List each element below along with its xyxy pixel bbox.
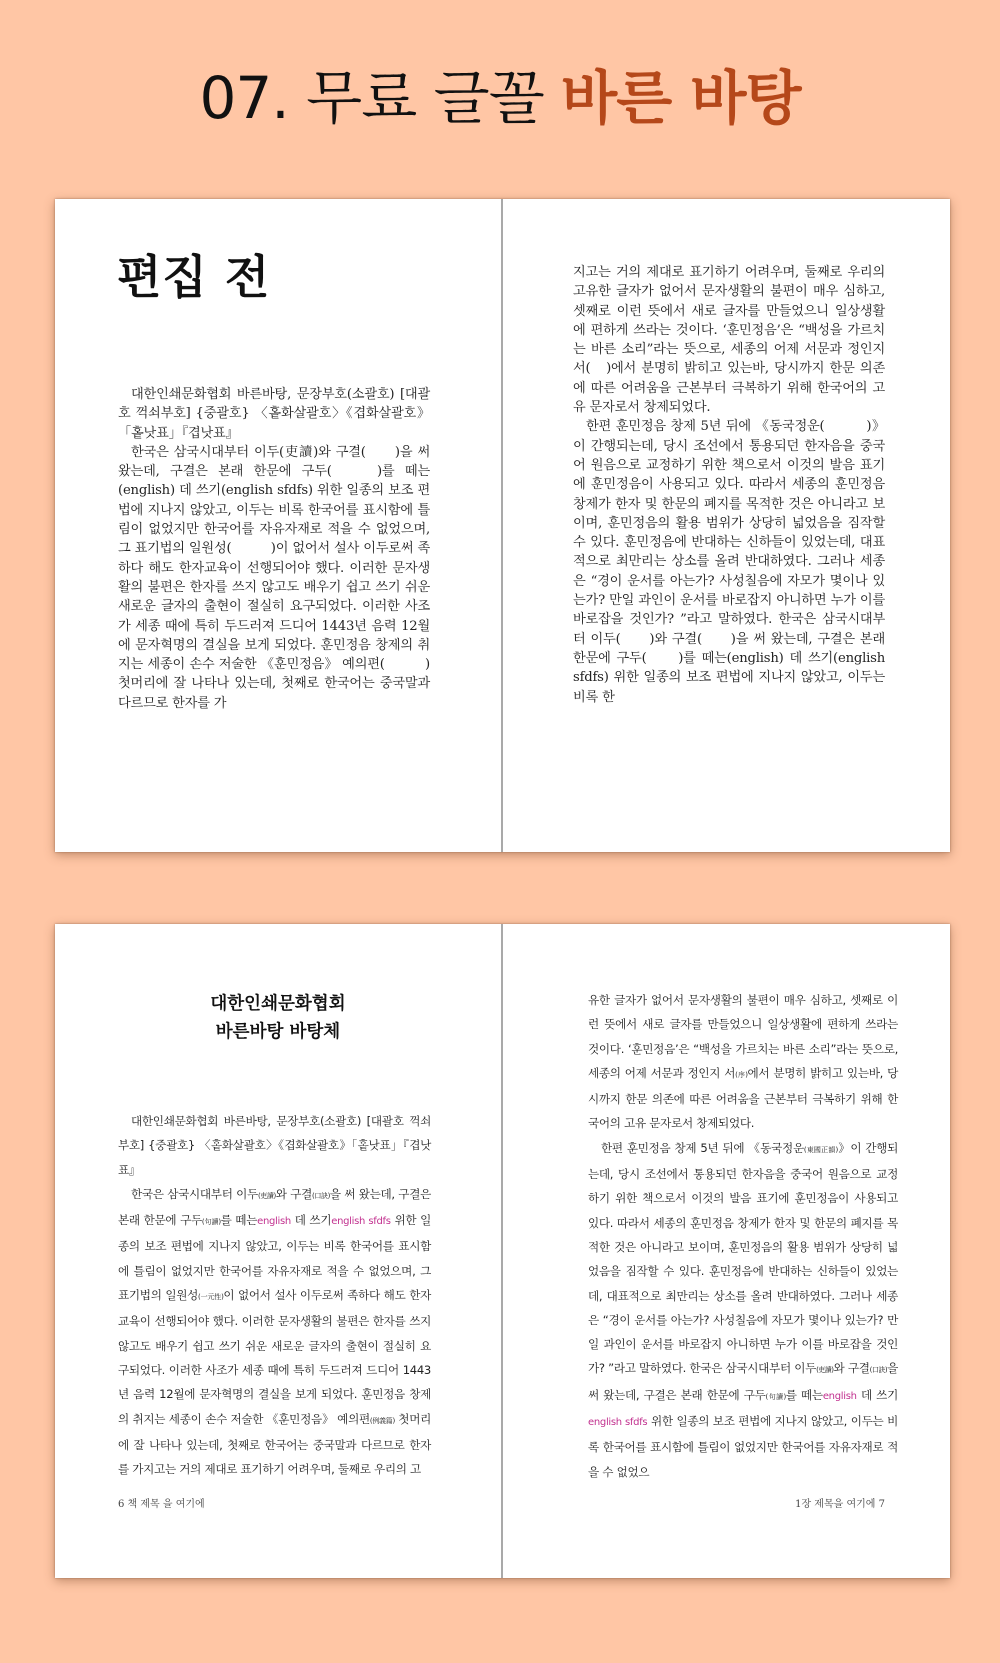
page-headline: [0, 58, 1000, 138]
text-run: 를 떼는: [220, 1213, 258, 1228]
text-run: 을 써 왔는데, 구결은 본래 한문에 구두: [588, 1361, 899, 1402]
hanja-annotation: (吏讀): [816, 1366, 834, 1375]
text-run: 와 구결: [833, 1361, 870, 1376]
headline-prefix: 07. 무료 글꼴: [199, 64, 562, 132]
text-run: 위한 일종의 보조 편법에 지나지 않았고, 이두는 비록 한국어를 표시함에 틀림이 없었지만 한국어를 자유자재로 적을 수 없었으: [588, 1414, 898, 1479]
text-run: 데 쓰기: [290, 1213, 332, 1228]
english-highlight: english: [257, 1216, 291, 1228]
text-run: 》이 간행되는데, 당시 조선에서 통용되던 한자음을 중국어 원음으로 교정하기 위한 책으로서 이것의 발음 표기에 훈민정음이 사용되고 있다. 따라서 세종의 훈민정음 창제가 한자 및 한문의 폐지를 목적한 것은 아니라고 보이며, 훈민정음의 활용 범위가 상당히 넓었음을 짐작할 수 있다. 훈민정음에 반대하는 신하들이 있었는데, 대표적으로 최만리는 상소를 올려 반대하였다. 그러나 세종은 “경이 운서를 아는가? 사성칠음에 자모가 몇이나 있는가? 만일 과인이 운서를 바로잡지 아니하면 누가 이를 바로잡을 것인가? ”라고 말하였다. 한국은 삼국시대부터 이두: [588, 1140, 898, 1376]
hanja-annotation: (一元性): [198, 1293, 224, 1302]
text-run: 첫머리에 잘 나타나 있는데, 첫째로 한국어는 중국말과 다르므로 한자를 가지고는 거의 제대로 표기하기 어려우며, 둘째로 우리의 고: [118, 1411, 431, 1477]
title-line-1: 대한인쇄문화협회: [210, 994, 346, 1014]
english-highlight: english: [822, 1390, 857, 1402]
hanja-annotation: (口訣): [312, 1191, 330, 1200]
before-left-body: [118, 385, 430, 713]
text-run: 이 없어서 설사 이두로써 족하다 해도 한자교육이 선행되어야 했다. 이러한 문자생활의 불편은 한자를 쓰지 않고도 배우기 쉽고 쓰기 쉬운 새로운 글자의 출현이 절실히 요구되었다. 이러한 사조가 세종 때에 특히 두드러져 드디어 1443년 음력 12월에 문자혁명의 결실을 보게 되었다. 훈민정음 창제의 취지는 세종이 손수 저술한 《훈민정음》 예의편: [118, 1288, 432, 1426]
paragraph: [118, 1182, 431, 1482]
paragraph: 대한인쇄문화협회 바른바탕, 문장부호(소괄호) [대괄호 꺽쇠부호] {중괄호} 〈홑화살괄호〉《겹화살괄호》「홑낫표」『겹낫표』: [118, 1114, 431, 1177]
paragraph: [588, 988, 898, 1136]
text-run: 와 구결: [275, 1186, 313, 1201]
folio-left: 6 책 제목 을 여기에: [118, 1499, 205, 1510]
folio-right: 1장 제목을 여기에 7: [795, 1499, 885, 1510]
text-run: 를 떼는: [785, 1387, 823, 1402]
paragraph: 지고는 거의 제대로 표기하기 어려우며, 둘째로 우리의 고유한 글자가 없어서 문자생활의 불편이 매우 심하고, 셋째로 이런 뜻에서 새로 글자를 만들었으니 일상생활에 편하게 쓰라는 것이다. ‘훈민정음’은 “백성을 가르치는 바른 소리”라는 뜻으로, 세종의 어제 서문과 정인지 서( )에서 분명히 밝히고 있는바, 당시까지 한문 의존에 따른 어려움을 근본부터 극복하기 위해 한국어의 고유 문자로서 창제되었다.: [573, 265, 885, 416]
hanja-annotation: (句讀): [765, 1392, 786, 1401]
page-left-after: [55, 924, 501, 1578]
text-run: 한국은 삼국시대부터 이두: [131, 1186, 258, 1201]
hanja-annotation: (序): [735, 1070, 748, 1079]
after-left-body: [118, 1109, 431, 1481]
after-right-body: [588, 988, 898, 1484]
paragraph: 한국은 삼국시대부터 이두(吏讀)와 구결( )을 써 왔는데, 구결은 본래 한문에 구두( )를 떼는(english) 데 쓰기(english sfdfs) 위한 일종의 보조 편법에 지나지 않았고, 이두는 비록 한국어를 표시함에 틀림이 없었지만 한국어를 자유자재로 적을 수 없었으며, 그 표기법의 일원성( )이 없어서 설사 이두로써 족하다 해도 한자교육이 선행되어야 했다. 이러한 문자생활의 불편은 한자를 쓰지 않고도 배우기 쉽고 쓰기 쉬운 새로운 글자의 출현이 절실히 요구되었다. 이러한 사조가 세종 때에 특히 두드러져 드디어 1443년 음력 12월에 문자혁명의 결실을 보게 되었다. 훈민정음 창제의 취지는 세종이 손수 저술한 《훈민정음》 예의편( ) 첫머리에 잘 나타나 있는데, 첫째로 한국어는 중국말과 다르므로 한자를 가: [118, 444, 430, 711]
font-sample-title: [55, 990, 501, 1046]
page-left-before: [55, 199, 501, 852]
paragraph: [588, 1136, 898, 1484]
title-line-2: 바른바탕 바탕체: [215, 1022, 341, 1042]
text-run: 을 써 왔는데, 구결은 본래 한문에 구두: [118, 1186, 432, 1228]
hanja-annotation: (東國正韻): [803, 1145, 838, 1154]
page-right-before: [503, 199, 950, 852]
text-run: 에서 분명히 밝히고 있는바, 당시까지 한문 의존에 따른 어려움을 근본부터 극복하기 위해 한국어의 고유 문자로서 창제되었다.: [588, 1065, 898, 1131]
spread-before-editing: [55, 199, 950, 852]
paragraph: 대한인쇄문화협회 바른바탕, 문장부호(소괄호) [대괄호 꺽쇠부호] {중괄호} 〈홑화살괄호〉《겹화살괄호》「홑낫표」『겹낫표』: [118, 387, 430, 441]
english-highlight: english sfdfs: [331, 1216, 391, 1228]
paragraph: 한편 훈민정음 창제 5년 뒤에 《동국정운( )》이 간행되는데, 당시 조선에서 통용되던 한자음을 중국어 원음으로 교정하기 위한 책으로서 이것의 발음 표기에 훈민정음이 사용되고 있다. 따라서 세종의 훈민정음 창제가 한자 및 한문의 폐지를 목적한 것은 아니라고 보이며, 훈민정음의 활용 범위가 상당히 넓었음을 짐작할 수 있다. 훈민정음에 반대하는 신하들이 있었는데, 대표적으로 최만리는 상소를 올려 반대하였다. 그러나 세종은 “경이 운서를 아는가? 사성칠음에 자모가 몇이나 있는가? 만일 과인이 운서를 바로잡지 아니하면 누가 이를 바로잡을 것인가? ”라고 말하였다. 한국은 삼국시대부터 이두( )와 구결( )을 써 왔는데, 구결은 본래 한문에 구두( )를 떼는(english) 데 쓰기(english sfdfs) 위한 일종의 보조 편법에 지나지 않았고, 이두는 비록 한: [573, 419, 885, 705]
hanja-annotation: (口訣): [869, 1366, 888, 1375]
hanja-annotation: (吏讀): [257, 1191, 276, 1200]
text-run: 유한 글자가 없어서 문자생활의 불편이 매우 심하고, 셋째로 이런 뜻에서 새로 글자를 만들었으니 일상생활에 편하게 쓰라는 것이다. ‘훈민정음’은 “백성을 가르치는 바른 소리”라는 뜻으로, 세종의 어제 서문과 정인지 서: [588, 993, 898, 1080]
text-run: 위한 일종의 보조 편법에 지나지 않았고, 이두는 비록 한국어를 표시함에 틀림이 없었지만 한국어를 자유자재로 적을 수 없었으며, 그 표기법의 일원성: [118, 1213, 431, 1303]
hanja-annotation: (句讀): [201, 1218, 221, 1227]
page-right-after: [503, 924, 950, 1578]
text-run: 한편 훈민정음 창제 5년 뒤에 《동국정운: [601, 1140, 804, 1155]
english-highlight: english sfdfs: [588, 1417, 648, 1429]
spread-after-editing: [55, 924, 950, 1578]
before-right-body: [573, 263, 885, 707]
headline-accent-font-name: 바른 바탕: [561, 64, 801, 132]
before-title: 편집 전: [117, 250, 271, 304]
text-run: 데 쓰기: [856, 1387, 898, 1402]
hanja-annotation: (例義篇): [369, 1416, 395, 1425]
